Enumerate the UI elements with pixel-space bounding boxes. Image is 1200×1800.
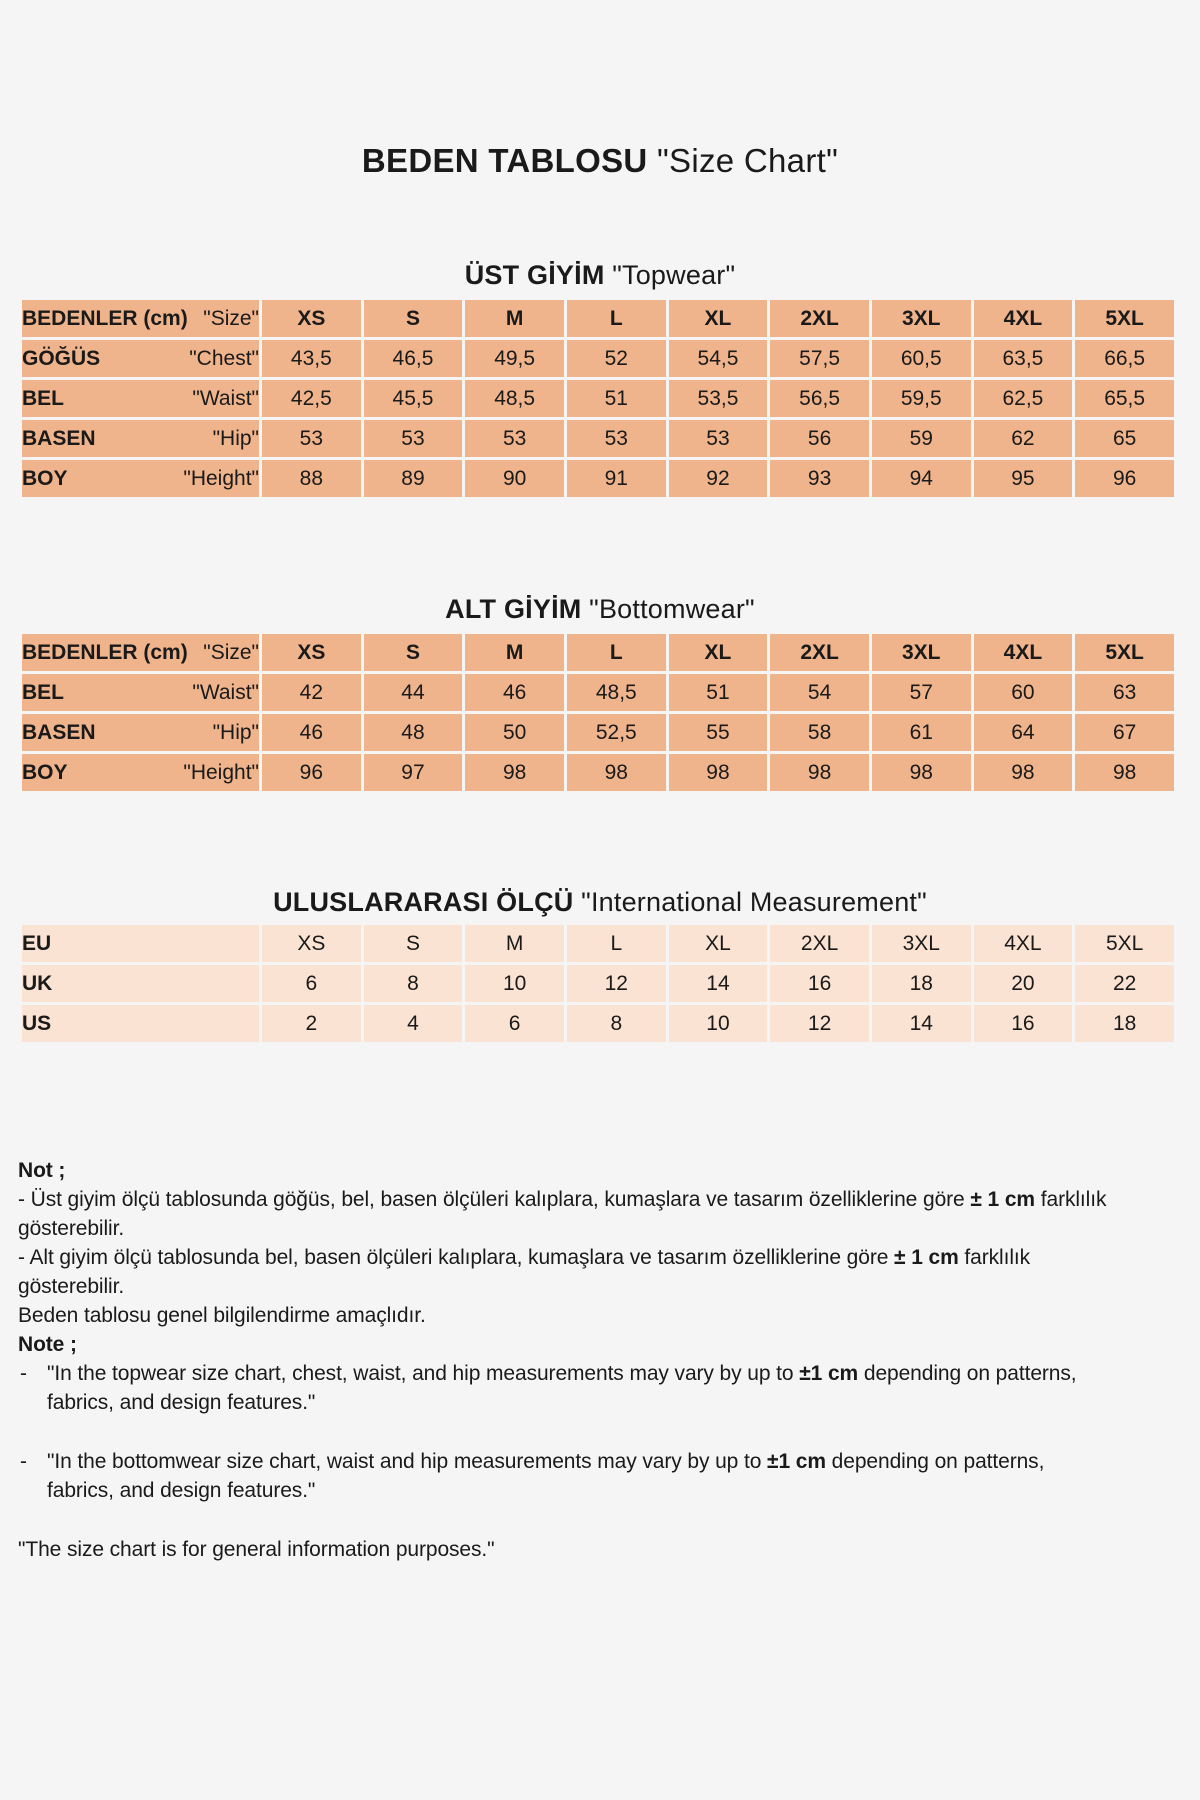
measurement-value-cell: 59 [872, 420, 971, 457]
section-heading [0, 255, 1200, 295]
measurement-value-cell: 93 [770, 460, 869, 497]
measurement-label [22, 387, 259, 411]
measurement-value-cell: 56,5 [770, 380, 869, 417]
measurement-name: BEDENLER (cm) [22, 306, 188, 330]
size-header-cell: S [364, 300, 463, 337]
measurement-value-cell: 67 [1075, 714, 1174, 751]
measurement-name: GÖĞÜS [22, 346, 101, 370]
measurement-value-cell: 5XL [1075, 925, 1174, 962]
note-text-bold: ±1 cm [767, 1450, 826, 1473]
measurement-value-cell: 20 [974, 965, 1073, 1002]
measurement-value-cell: 49,5 [465, 340, 564, 377]
section-heading-main: ULUSLARARASI ÖLÇÜ [273, 887, 574, 917]
measurement-value-cell: 8 [567, 1005, 666, 1042]
section-heading-main: ÜST GİYİM [464, 260, 605, 290]
measurement-value-cell: 4 [364, 1005, 463, 1042]
measurement-value-cell: XL [669, 925, 768, 962]
measurement-value-cell: 3XL [872, 925, 971, 962]
measurement-value-cell: 43,5 [262, 340, 361, 377]
measurement-value-cell: 18 [1075, 1005, 1174, 1042]
measurement-label-cell [22, 925, 259, 962]
size-header-cell: 3XL [872, 300, 971, 337]
notes-en-items [18, 1359, 1184, 1505]
measurement-translation: "Height" [183, 760, 259, 784]
section-heading [0, 589, 1200, 629]
measurement-label-cell [22, 714, 259, 751]
measurement-translation: "Hip" [212, 720, 259, 744]
measurement-value-cell: 60,5 [872, 340, 971, 377]
measurement-translation: "Size" [203, 640, 259, 664]
size-header-row [22, 300, 1174, 337]
section-heading-quote: "Topwear" [612, 260, 736, 290]
measurement-value-cell: 53,5 [669, 380, 768, 417]
size-header-cell: M [465, 300, 564, 337]
note-text-post: depending on patterns, fabrics, and design features." [47, 1362, 1077, 1414]
topwear-table [19, 297, 1177, 500]
measurement-value-cell: 98 [770, 754, 869, 791]
size-header-cell: 2XL [770, 634, 869, 671]
measurement-value-cell: 63,5 [974, 340, 1073, 377]
measurement-name: BASEN [22, 720, 96, 744]
measurement-value-cell: 46 [262, 714, 361, 751]
measurement-value-cell: 65,5 [1075, 380, 1174, 417]
measurement-value-cell: 2XL [770, 925, 869, 962]
measurement-value-cell: 8 [364, 965, 463, 1002]
measurement-value-cell: 66,5 [1075, 340, 1174, 377]
measurement-value-cell: XS [262, 925, 361, 962]
measurement-value-cell: 2 [262, 1005, 361, 1042]
measurement-value-cell: 53 [465, 420, 564, 457]
note-text-bold: ± 1 cm [894, 1246, 959, 1269]
measurement-value-cell: 12 [770, 1005, 869, 1042]
measurement-label-cell [22, 965, 259, 1002]
measurement-value-cell: 6 [262, 965, 361, 1002]
size-header-cell: L [567, 634, 666, 671]
measurement-value-cell: 18 [872, 965, 971, 1002]
measurement-value-cell: 53 [669, 420, 768, 457]
measurement-value-cell: 63 [1075, 674, 1174, 711]
measurement-label [22, 681, 259, 705]
notes-en-footer: "The size chart is for general information purposes." [18, 1538, 495, 1561]
measurement-label-cell [22, 420, 259, 457]
measurement-label-cell [22, 380, 259, 417]
notes-en-heading: Note ; [18, 1333, 77, 1356]
measurement-value-cell: 98 [872, 754, 971, 791]
measurement-name: UK [22, 971, 53, 995]
measurement-value-cell: 57 [872, 674, 971, 711]
note-text-bold: ± 1 cm [970, 1188, 1036, 1211]
measurement-value-cell: 52 [567, 340, 666, 377]
measurement-value-cell: 16 [974, 1005, 1073, 1042]
notes [18, 1156, 1184, 1564]
measurement-value-cell: 98 [974, 754, 1073, 791]
measurement-label [22, 307, 259, 331]
measurement-translation: "Size" [203, 306, 259, 330]
measurement-value-cell: 96 [262, 754, 361, 791]
table-row [22, 1005, 1174, 1042]
note-text-post: farklılık gösterebilir. [18, 1246, 1031, 1298]
page-title-main: BEDEN TABLOSU [361, 142, 648, 179]
measurement-translation: "Chest" [189, 346, 259, 370]
measurement-label [22, 721, 259, 745]
size-header-cell: 3XL [872, 634, 971, 671]
measurement-value-cell: 91 [567, 460, 666, 497]
measurement-value-cell: 22 [1075, 965, 1174, 1002]
note-paragraph [18, 1185, 1118, 1243]
note-text-post: depending on patterns, fabrics, and design features." [47, 1450, 1045, 1502]
measurement-value-cell: 55 [669, 714, 768, 751]
international-size-table [19, 922, 1177, 1045]
table-row [22, 460, 1174, 497]
measurement-value-cell: 54,5 [669, 340, 768, 377]
size-header-cell: 2XL [770, 300, 869, 337]
table-row [22, 754, 1174, 791]
table-row [22, 380, 1174, 417]
size-header-cell: XS [262, 300, 361, 337]
notes-tr-heading: Not ; [18, 1159, 66, 1182]
measurement-value-cell: 53 [364, 420, 463, 457]
section-heading-quote: "International Measurement" [581, 887, 927, 917]
measurement-value-cell: 58 [770, 714, 869, 751]
measurement-value-cell: 89 [364, 460, 463, 497]
measurement-name: BOY [22, 760, 68, 784]
measurement-value-cell: 46 [465, 674, 564, 711]
measurement-value-cell: 62,5 [974, 380, 1073, 417]
notes-tr-footer: Beden tablosu genel bilgilendirme amaçlıdır. [18, 1304, 426, 1327]
note-text-pre: - Alt giyim ölçü tablosunda bel, basen ölçüleri kalıplara, kumaşlara ve tasarım özelliklerine göre [18, 1246, 895, 1269]
size-header-cell: S [364, 634, 463, 671]
measurement-value-cell: 48,5 [465, 380, 564, 417]
size-header-cell: 4XL [974, 634, 1073, 671]
measurement-value-cell: 56 [770, 420, 869, 457]
measurement-label [22, 427, 259, 451]
measurement-label-cell [22, 460, 259, 497]
measurement-value-cell: S [364, 925, 463, 962]
measurement-value-cell: 46,5 [364, 340, 463, 377]
measurement-value-cell: 65 [1075, 420, 1174, 457]
measurement-value-cell: L [567, 925, 666, 962]
measurement-value-cell: M [465, 925, 564, 962]
measurement-label-cell [22, 754, 259, 791]
note-bullet-row [18, 1359, 1184, 1417]
size-header-cell: XL [669, 300, 768, 337]
measurement-translation: "Waist" [192, 680, 259, 704]
section-heading-main: ALT GİYİM [445, 594, 582, 624]
measurement-value-cell: 52,5 [567, 714, 666, 751]
measurement-value-cell: 97 [364, 754, 463, 791]
notes-tr-items [18, 1185, 1184, 1301]
measurement-value-cell: 10 [465, 965, 564, 1002]
measurement-label [22, 347, 259, 371]
note-text-pre: - Üst giyim ölçü tablosunda göğüs, bel, basen ölçüleri kalıplara, kumaşlara ve tasarım özelliklerine göre [18, 1188, 971, 1211]
measurement-value-cell: 95 [974, 460, 1073, 497]
measurement-label [22, 1012, 259, 1036]
measurement-label [22, 761, 259, 785]
measurement-name: BEDENLER (cm) [22, 640, 188, 664]
size-header-cell: L [567, 300, 666, 337]
note-bullet-text [47, 1447, 1077, 1505]
size-header-cell: 4XL [974, 300, 1073, 337]
table-row [22, 925, 1174, 962]
measurement-value-cell: 61 [872, 714, 971, 751]
measurement-value-cell: 62 [974, 420, 1073, 457]
size-label-cell [22, 300, 259, 337]
note-text-post: farklılık gösterebilir. [18, 1188, 1107, 1240]
size-header-cell: XL [669, 634, 768, 671]
size-header-cell: XS [262, 634, 361, 671]
bullet-dash: - [20, 1450, 27, 1473]
note-text-pre: "In the bottomwear size chart, waist and hip measurements may vary by up to [47, 1450, 768, 1473]
measurement-label [22, 641, 259, 665]
measurement-value-cell: 4XL [974, 925, 1073, 962]
page-title [0, 138, 1200, 184]
measurement-value-cell: 42 [262, 674, 361, 711]
measurement-value-cell: 90 [465, 460, 564, 497]
measurement-value-cell: 57,5 [770, 340, 869, 377]
measurement-name: BEL [22, 680, 64, 704]
measurement-value-cell: 96 [1075, 460, 1174, 497]
measurement-name: BASEN [22, 426, 96, 450]
size-header-row [22, 634, 1174, 671]
measurement-value-cell: 14 [669, 965, 768, 1002]
note-bullet-row [18, 1447, 1184, 1505]
bottomwear-table [19, 631, 1177, 794]
measurement-value-cell: 45,5 [364, 380, 463, 417]
table-row [22, 420, 1174, 457]
measurement-value-cell: 14 [872, 1005, 971, 1042]
measurement-value-cell: 88 [262, 460, 361, 497]
measurement-label [22, 467, 259, 491]
measurement-value-cell: 53 [567, 420, 666, 457]
measurement-value-cell: 98 [567, 754, 666, 791]
section-heading-quote: "Bottomwear" [589, 594, 755, 624]
measurement-value-cell: 51 [669, 674, 768, 711]
measurement-value-cell: 98 [465, 754, 564, 791]
measurement-value-cell: 44 [364, 674, 463, 711]
measurement-value-cell: 54 [770, 674, 869, 711]
measurement-value-cell: 12 [567, 965, 666, 1002]
measurement-value-cell: 60 [974, 674, 1073, 711]
table-row [22, 714, 1174, 751]
note-bullet-text [47, 1359, 1077, 1417]
measurement-translation: "Hip" [212, 426, 259, 450]
note-text-bold: ±1 cm [799, 1362, 859, 1385]
measurement-label [22, 932, 259, 956]
measurement-value-cell: 59,5 [872, 380, 971, 417]
measurement-name: BOY [22, 466, 68, 490]
section-heading [0, 882, 1200, 922]
measurement-label-cell [22, 674, 259, 711]
table-row [22, 965, 1174, 1002]
note-paragraph [18, 1243, 1118, 1301]
size-label-cell [22, 634, 259, 671]
measurement-translation: "Height" [183, 466, 259, 490]
measurement-translation: "Waist" [192, 386, 259, 410]
measurement-value-cell: 92 [669, 460, 768, 497]
measurement-value-cell: 10 [669, 1005, 768, 1042]
measurement-value-cell: 16 [770, 965, 869, 1002]
size-header-cell: M [465, 634, 564, 671]
measurement-value-cell: 48 [364, 714, 463, 751]
measurement-value-cell: 98 [1075, 754, 1174, 791]
bullet-dash: - [20, 1362, 27, 1385]
measurement-value-cell: 53 [262, 420, 361, 457]
measurement-name: EU [22, 931, 52, 955]
measurement-label-cell [22, 340, 259, 377]
measurement-name: US [22, 1011, 52, 1035]
measurement-value-cell: 50 [465, 714, 564, 751]
measurement-value-cell: 42,5 [262, 380, 361, 417]
measurement-value-cell: 51 [567, 380, 666, 417]
size-header-cell: 5XL [1075, 300, 1174, 337]
note-text-pre: "In the topwear size chart, chest, waist, and hip measurements may vary by up to [47, 1362, 800, 1385]
size-header-cell: 5XL [1075, 634, 1174, 671]
page-title-quote: "Size Chart" [657, 142, 839, 179]
measurement-value-cell: 98 [669, 754, 768, 791]
measurement-value-cell: 48,5 [567, 674, 666, 711]
table-row [22, 674, 1174, 711]
measurement-value-cell: 64 [974, 714, 1073, 751]
measurement-label [22, 972, 259, 996]
measurement-value-cell: 6 [465, 1005, 564, 1042]
measurement-label-cell [22, 1005, 259, 1042]
measurement-value-cell: 94 [872, 460, 971, 497]
table-row [22, 340, 1174, 377]
measurement-name: BEL [22, 386, 64, 410]
